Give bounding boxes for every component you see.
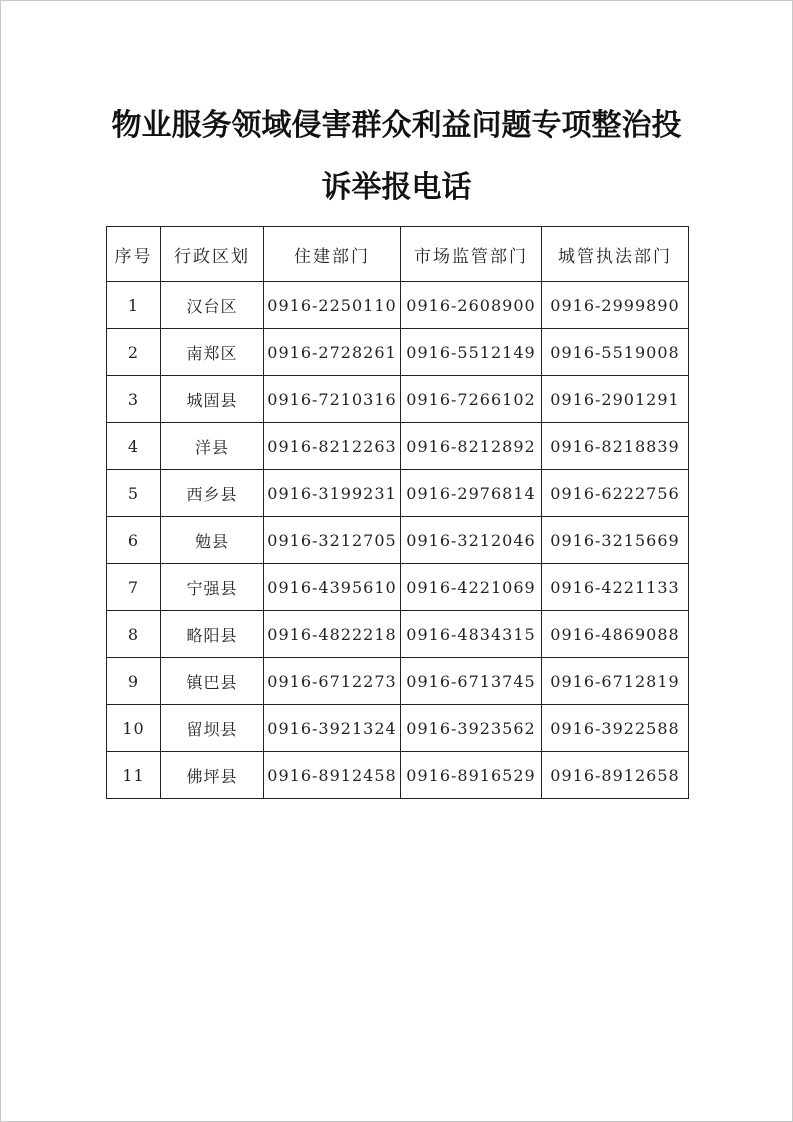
cell-urban-phone: 0916-3922588 [542, 705, 689, 752]
table-row [107, 329, 689, 376]
cell-index: 5 [107, 470, 161, 517]
cell-district: 佛坪县 [161, 752, 264, 799]
header-cell-urban-dept: 城管执法部门 [542, 227, 689, 282]
cell-housing-phone: 0916-3212705 [264, 517, 401, 564]
cell-index: 7 [107, 564, 161, 611]
header-cell-district: 行政区划 [161, 227, 264, 282]
document-title-line-2: 诉举报电话 [321, 170, 472, 205]
cell-market-phone: 0916-8916529 [401, 752, 542, 799]
table-row [107, 564, 689, 611]
table-row [107, 376, 689, 423]
table-row [107, 658, 689, 705]
cell-urban-phone: 0916-8912658 [542, 752, 689, 799]
table-row [107, 752, 689, 799]
cell-market-phone: 0916-6713745 [401, 658, 542, 705]
cell-market-phone: 0916-4221069 [401, 564, 542, 611]
cell-district: 城固县 [161, 376, 264, 423]
cell-index: 2 [107, 329, 161, 376]
table-row [107, 470, 689, 517]
cell-district: 南郑区 [161, 329, 264, 376]
cell-market-phone: 0916-8212892 [401, 423, 542, 470]
cell-market-phone: 0916-4834315 [401, 611, 542, 658]
table-row [107, 423, 689, 470]
cell-housing-phone: 0916-4395610 [264, 564, 401, 611]
header-cell-housing-dept: 住建部门 [264, 227, 401, 282]
cell-district: 汉台区 [161, 282, 264, 329]
cell-urban-phone: 0916-4221133 [542, 564, 689, 611]
table-row [107, 282, 689, 329]
cell-urban-phone: 0916-4869088 [542, 611, 689, 658]
cell-index: 3 [107, 376, 161, 423]
table-row [107, 705, 689, 752]
cell-district: 西乡县 [161, 470, 264, 517]
cell-housing-phone: 0916-2250110 [264, 282, 401, 329]
cell-urban-phone: 0916-6712819 [542, 658, 689, 705]
cell-market-phone: 0916-7266102 [401, 376, 542, 423]
cell-market-phone: 0916-3923562 [401, 705, 542, 752]
header-cell-index: 序号 [107, 227, 161, 282]
table-row [107, 611, 689, 658]
table-header-row [107, 227, 689, 282]
cell-index: 6 [107, 517, 161, 564]
cell-housing-phone: 0916-2728261 [264, 329, 401, 376]
cell-index: 10 [107, 705, 161, 752]
cell-district: 洋县 [161, 423, 264, 470]
cell-housing-phone: 0916-6712273 [264, 658, 401, 705]
cell-market-phone: 0916-2976814 [401, 470, 542, 517]
cell-district: 留坝县 [161, 705, 264, 752]
cell-district: 勉县 [161, 517, 264, 564]
cell-housing-phone: 0916-8912458 [264, 752, 401, 799]
cell-housing-phone: 0916-3921324 [264, 705, 401, 752]
cell-urban-phone: 0916-2999890 [542, 282, 689, 329]
cell-index: 9 [107, 658, 161, 705]
cell-index: 11 [107, 752, 161, 799]
cell-market-phone: 0916-3212046 [401, 517, 542, 564]
cell-index: 8 [107, 611, 161, 658]
hotline-table [106, 226, 689, 799]
cell-urban-phone: 0916-6222756 [542, 470, 689, 517]
cell-housing-phone: 0916-3199231 [264, 470, 401, 517]
cell-urban-phone: 0916-3215669 [542, 517, 689, 564]
document-title-line-1: 物业服务领域侵害群众利益问题专项整治投 [111, 108, 682, 143]
cell-urban-phone: 0916-8218839 [542, 423, 689, 470]
cell-market-phone: 0916-5512149 [401, 329, 542, 376]
cell-district: 镇巴县 [161, 658, 264, 705]
cell-district: 宁强县 [161, 564, 264, 611]
cell-index: 1 [107, 282, 161, 329]
table-row [107, 517, 689, 564]
cell-market-phone: 0916-2608900 [401, 282, 542, 329]
cell-housing-phone: 0916-7210316 [264, 376, 401, 423]
header-cell-market-dept: 市场监管部门 [401, 227, 542, 282]
cell-housing-phone: 0916-4822218 [264, 611, 401, 658]
cell-district: 略阳县 [161, 611, 264, 658]
cell-urban-phone: 0916-2901291 [542, 376, 689, 423]
cell-urban-phone: 0916-5519008 [542, 329, 689, 376]
cell-index: 4 [107, 423, 161, 470]
cell-housing-phone: 0916-8212263 [264, 423, 401, 470]
